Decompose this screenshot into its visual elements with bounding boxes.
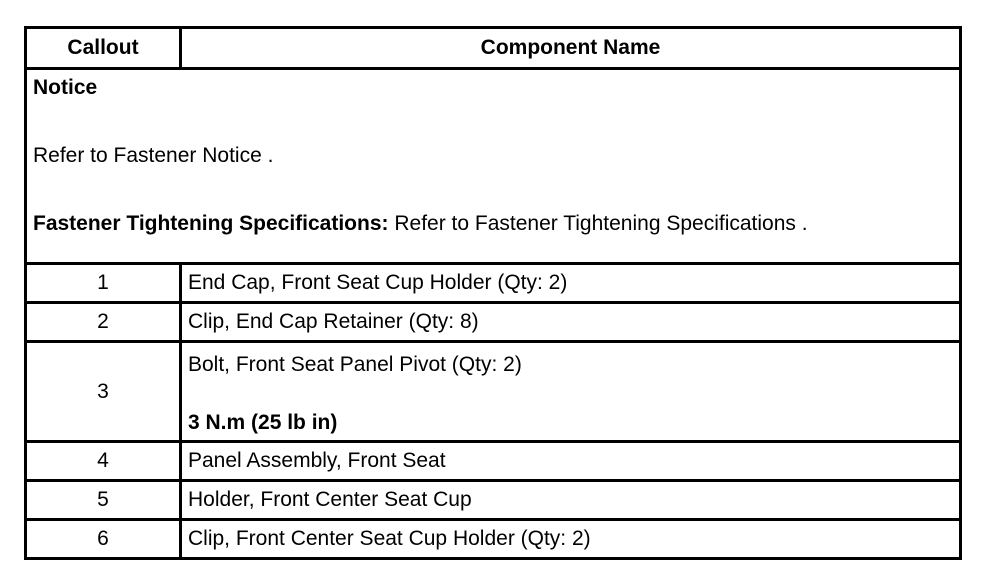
component-name-cell: Clip, End Cap Retainer (Qty: 8) xyxy=(181,303,961,342)
table-row xyxy=(26,303,961,342)
table-header-row xyxy=(26,28,961,69)
notice-refer-text xyxy=(33,144,953,168)
table-row xyxy=(26,520,961,559)
fastener-notice-link[interactable]: Refer to Fastener Notice . xyxy=(33,144,274,167)
callout-cell: 4 xyxy=(26,442,181,481)
component-table xyxy=(24,26,962,560)
component-name-text: Bolt, Front Seat Panel Pivot (Qty: 2) xyxy=(188,352,522,376)
component-name-cell: End Cap, Front Seat Cup Holder (Qty: 2) xyxy=(181,264,961,303)
notice-row xyxy=(26,69,961,264)
callout-cell: 3 xyxy=(26,342,181,442)
callout-cell: 6 xyxy=(26,520,181,559)
torque-spec: 3 N.m (25 lb in) xyxy=(188,410,338,434)
notice-spec-label: Fastener Tightening Specifications: xyxy=(33,212,389,235)
component-name-cell: Clip, Front Center Seat Cup Holder (Qty: 2) xyxy=(181,520,961,559)
notice-spec-line xyxy=(33,212,953,236)
component-name-cell: Panel Assembly, Front Seat xyxy=(181,442,961,481)
callout-cell: 2 xyxy=(26,303,181,342)
component-name-cell: Holder, Front Center Seat Cup xyxy=(181,481,961,520)
table-row xyxy=(26,342,961,442)
notice-title: Notice xyxy=(33,76,98,99)
column-header-callout: Callout xyxy=(26,28,181,69)
notice-cell xyxy=(26,69,961,264)
table-row xyxy=(26,481,961,520)
table-row xyxy=(26,264,961,303)
column-header-component-name: Component Name xyxy=(181,28,961,69)
component-table-container xyxy=(24,26,962,560)
table-row xyxy=(26,442,961,481)
fastener-spec-link[interactable]: Refer to Fastener Tightening Specifications . xyxy=(388,212,808,235)
component-name-cell xyxy=(181,342,961,442)
callout-cell: 1 xyxy=(26,264,181,303)
callout-cell: 5 xyxy=(26,481,181,520)
